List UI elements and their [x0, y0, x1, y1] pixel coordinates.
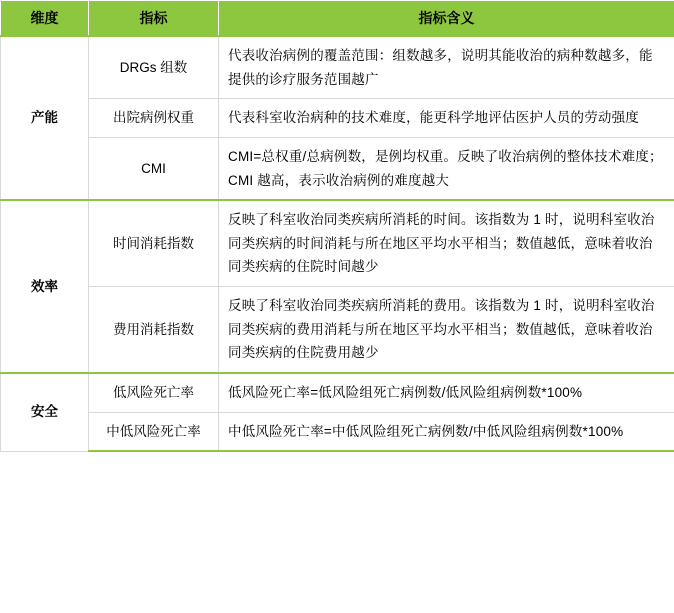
table-row [1, 287, 674, 373]
description-cell: 代表收治病例的覆盖范围：组数越多，说明其能收治的病种数越多，能提供的诊疗服务范围越广 [219, 36, 674, 99]
column-header-dimension: 维度 [1, 1, 89, 37]
column-header-indicator: 指标 [89, 1, 219, 37]
indicator-cell: 时间消耗指数 [89, 200, 219, 286]
dimension-cell-efficiency: 效率 [1, 200, 89, 373]
table-row [1, 36, 674, 99]
description-cell: 反映了科室收治同类疾病所消耗的费用。该指数为 1 时，说明科室收治同类疾病的费用消耗与所在地区平均水平相当；数值越低，意味着收治同类疾病的住院费用越少 [219, 287, 674, 373]
indicator-cell: DRGs 组数 [89, 36, 219, 99]
table-row [1, 200, 674, 286]
description-cell: 代表科室收治病种的技术难度，能更科学地评估医护人员的劳动强度 [219, 99, 674, 138]
table-body [1, 36, 674, 451]
table-row [1, 99, 674, 138]
indicator-cell: 低风险死亡率 [89, 373, 219, 412]
table-header [1, 1, 674, 37]
table-row [1, 412, 674, 451]
indicator-cell: CMI [89, 137, 219, 200]
description-cell: CMI=总权重/总病例数，是例均权重。反映了收治病例的整体技术难度；CMI 越高，表示收治病例的难度越大 [219, 137, 674, 200]
dimension-cell-capacity: 产能 [1, 36, 89, 200]
column-header-description: 指标含义 [219, 1, 674, 37]
table-header-row [1, 1, 674, 37]
indicator-cell: 费用消耗指数 [89, 287, 219, 373]
description-cell: 中低风险死亡率=中低风险组死亡病例数/中低风险组病例数*100% [219, 412, 674, 451]
table-row [1, 373, 674, 412]
indicator-cell: 出院病例权重 [89, 99, 219, 138]
dimension-cell-safety: 安全 [1, 373, 89, 451]
description-cell: 低风险死亡率=低风险组死亡病例数/低风险组病例数*100% [219, 373, 674, 412]
indicator-cell: 中低风险死亡率 [89, 412, 219, 451]
table-row [1, 137, 674, 200]
description-cell: 反映了科室收治同类疾病所消耗的时间。该指数为 1 时，说明科室收治同类疾病的时间消耗与所在地区平均水平相当；数值越低，意味着收治同类疾病的住院时间越少 [219, 200, 674, 286]
